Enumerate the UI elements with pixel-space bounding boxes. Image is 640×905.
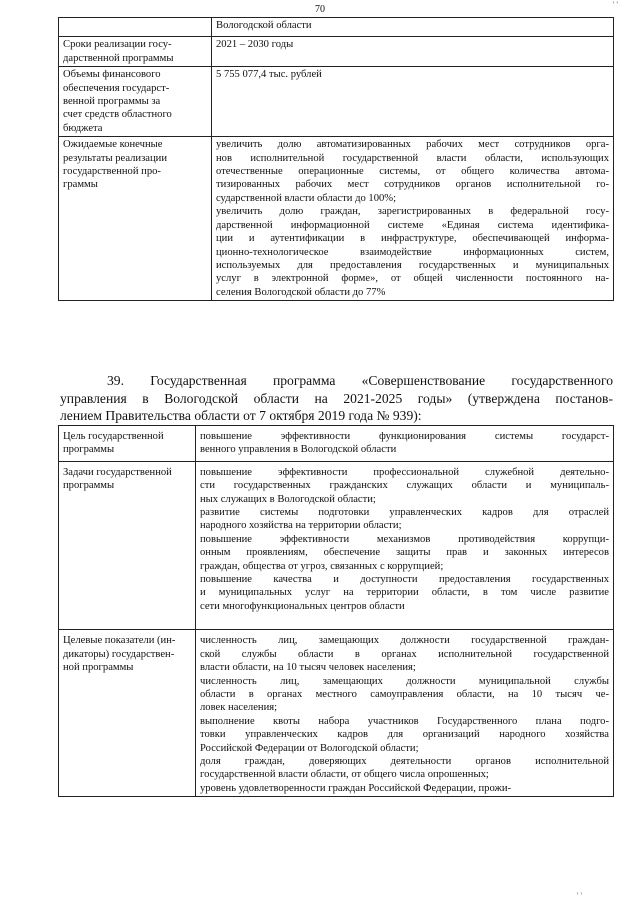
value-line: повышение эффективности профессиональной служебной деятельно-	[200, 466, 609, 478]
row-value-cell	[212, 18, 614, 37]
table-row	[59, 18, 614, 37]
value-line: народного хозяйства на территории области;	[200, 520, 402, 532]
row-label-cell	[59, 137, 212, 301]
value-line: отечественные операционные системы, от общего количества автома-	[216, 166, 609, 178]
value-line: увеличить долю автоматизированных рабочих мест сотрудников орга-	[216, 139, 609, 151]
value-line: 2021 – 2030 годы	[216, 39, 294, 51]
label-line: граммы	[63, 179, 98, 191]
value-line: области в органах местного самоуправления области, на 10 тысяч че-	[200, 688, 609, 700]
row-value-cell	[196, 461, 614, 629]
table-row	[59, 426, 614, 462]
table-row	[59, 67, 614, 137]
row-value-cell	[212, 67, 614, 137]
label-line: ной программы	[63, 662, 134, 674]
value-line: повышение эффективности механизмов противодействия коррупци-	[200, 533, 609, 545]
value-line: ции и аутентификации в инфраструктуре, обеспечивающей информа-	[216, 233, 609, 245]
passport-table-2	[58, 425, 614, 797]
value-line: дарственной информационной системе «Единая система идентифика-	[216, 219, 609, 231]
value-line: ных служащих в Вологодской области;	[200, 493, 376, 505]
label-line: венной программы за	[63, 96, 161, 108]
value-line: выполнение квоты набора участников Государственного плана подго-	[200, 715, 609, 727]
value-line: венного управления в Вологодской области	[200, 444, 397, 456]
label-line: Задачи государственной	[63, 466, 172, 478]
value-line: услуг в электронной форме», от общей численности постоянного на-	[216, 273, 609, 285]
row-label-cell	[59, 461, 196, 629]
label-line: бюджета	[63, 122, 103, 134]
label-line: результаты реализации	[63, 152, 167, 164]
value-line: онным проявлениям, обеспечение защиты прав и законных интересов	[200, 547, 609, 559]
row-value-cell	[212, 37, 614, 67]
value-line: государственной власти области, от общего числа опрошенных;	[200, 769, 489, 781]
value-line: сети многофункциональных центров области	[200, 600, 405, 612]
table-row	[59, 630, 614, 797]
row-label-cell	[59, 37, 212, 67]
value-line: сти государственных гражданских служащих области и муниципаль-	[200, 480, 609, 492]
row-value-cell	[196, 630, 614, 797]
corner-mark: ' '	[612, 0, 618, 10]
label-line: Объемы финансового	[63, 69, 161, 81]
label-line: дарственной программы	[63, 52, 174, 64]
program-heading	[60, 372, 613, 425]
value-line: и муниципальных услуг на территории области, в том числе развитие	[200, 587, 609, 599]
row-value-cell	[212, 137, 614, 301]
label-line: дикаторы) государствен-	[63, 648, 175, 660]
value-line: товки управленческих кадров для организаций народного хозяйства	[200, 729, 609, 741]
value-line: используемых для предоставления государственных и муниципальных	[216, 259, 609, 271]
row-label-cell	[59, 67, 212, 137]
label-line: программы	[63, 444, 115, 456]
value-line: повышение эффективности функционирования системы государст-	[200, 431, 609, 442]
row-label-cell	[59, 630, 196, 797]
value-line: селения Вологодской области до 77%	[216, 286, 386, 298]
heading-line: лением Правительства области от 7 октября 2019 года № 939):	[60, 408, 422, 423]
value-line: численность лиц, замещающих должности муниципальной службы	[200, 675, 609, 687]
value-line: сударственной власти области до 100%;	[216, 192, 397, 204]
label-line: Цель государственной	[63, 431, 164, 442]
table-row	[59, 137, 614, 301]
heading-line: 39. Государственная программа «Совершенствование государственного	[107, 373, 613, 388]
label-line: счет средств областного	[63, 109, 172, 121]
page-number: 70	[315, 4, 325, 15]
label-line: программы	[63, 480, 115, 492]
table-row	[59, 461, 614, 629]
value-line: численность лиц, замещающих должности государственной граждан-	[200, 635, 609, 647]
row-label-cell	[59, 426, 196, 462]
table-row	[59, 37, 614, 67]
label-line: Сроки реализации госу-	[63, 39, 172, 51]
value-line: ловек населения;	[200, 702, 278, 714]
passport-table-1	[58, 17, 614, 301]
heading-line: управления в Вологодской области на 2021-2025 годы» (утверждена постанов-	[60, 390, 613, 406]
row-label-cell	[59, 18, 212, 37]
row-value-cell	[196, 426, 614, 462]
label-line: Целевые показатели (ин-	[63, 635, 176, 647]
value-line: повышение качества и доступности предоставления государственных	[200, 574, 609, 586]
label-line: государственной про-	[63, 166, 161, 178]
label-line: обеспечения государст-	[63, 82, 170, 94]
value-line: 5 755 077,4 тыс. рублей	[216, 69, 322, 81]
value-line: увеличить долю граждан, зарегистрированных в федеральной госу-	[216, 206, 609, 218]
value-line: Российской Федерации от Вологодской области;	[200, 742, 419, 754]
value-line: власти области, на 10 тысяч человек населения;	[200, 662, 416, 674]
value-line: доля граждан, доверяющих деятельности органов исполнительной	[200, 755, 609, 767]
value-line: ской службы области в органах исполнительной государственной	[200, 648, 609, 660]
value-line: ционно-технологическое взаимодействие информационных систем,	[216, 246, 609, 258]
value-line: уровень удовлетворенности граждан Российской Федерации, прожи-	[200, 782, 512, 794]
footer-mark: ' '	[576, 891, 582, 901]
label-line: Ожидаемые конечные	[63, 139, 163, 151]
value-line: граждан, общества от угроз, связанных с коррупцией;	[200, 560, 444, 572]
value-line: тизированных рабочих мест сотрудников органов исполнительной го-	[216, 179, 609, 191]
value-line: нов исполнительной государственной власти области, использующих	[216, 152, 609, 164]
value-line: Вологодской области	[216, 20, 312, 31]
value-line: развитие системы подготовки управленческих кадров для отраслей	[200, 507, 609, 519]
